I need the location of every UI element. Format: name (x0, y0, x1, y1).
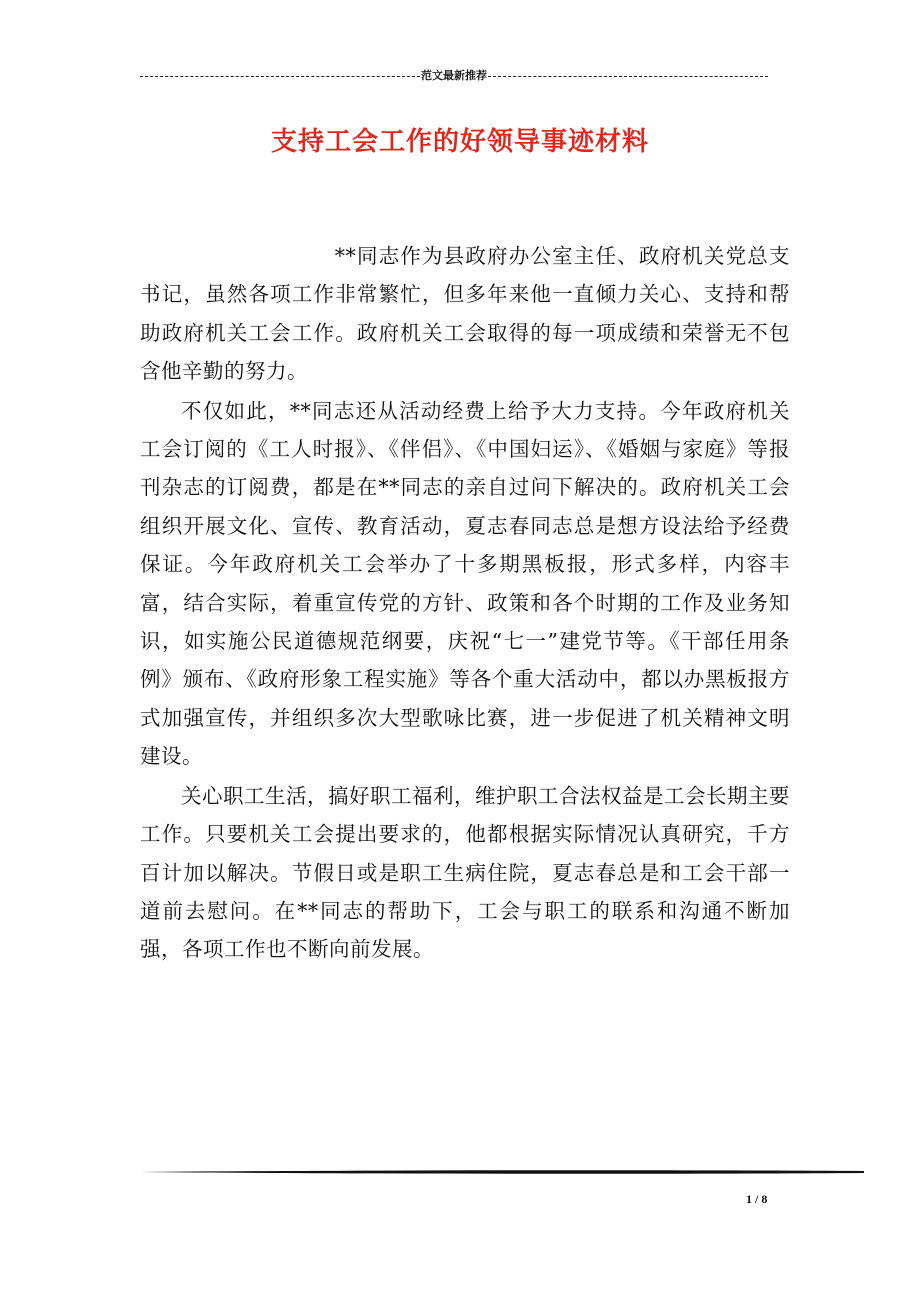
header-dash-left (140, 76, 420, 77)
document-body (140, 237, 790, 970)
paragraph-1: **同志作为县政府办公室主任、政府机关党总支书记，虽然各项工作非常繁忙，但多年来他一直倾力关心、支持和帮助政府机关工会工作。政府机关工会取得的每一项成绩和荣誉无不包含他辛勤的努力。 (140, 244, 790, 384)
document-title: 支持工会工作的好领导事迹材料 (270, 127, 649, 157)
paragraph-3: 关心职工生活，搞好职工福利，维护职工合法权益是工会长期主要工作。只要机关工会提出要求的，他都根据实际情况认真研究，千方百计加以解决。节假日或是职工生病住院，夏志春总是和工会干部一道前去慰问。在**同志的帮助下，工会与职工的联系和沟通不断加强，各项工作也不断向前发展。 (140, 783, 790, 962)
page-number: 1 / 8 (746, 1192, 768, 1206)
header-dash-right (488, 76, 768, 77)
page-header (140, 68, 768, 84)
header-label: 范文最新推荐 (421, 69, 487, 82)
paragraph-2: 不仅如此，**同志还从活动经费上给予大力支持。今年政府机关工会订阅的《工人时报》、《伴侣》、《中国妇运》、《婚姻与家庭》等报刊杂志的订阅费，都是在**同志的亲自过问下解决的。政府机关工会组织开展文化、宣传、教育活动，夏志春同志总是想方设法给予经费保证。今年政府机关工会举办了十多期黑板报，形式多样，内容丰富，结合实际，着重宣传党的方针、政策和各个时期的工作及业务知识，如实施公民道德规范纲要，庆祝“七一”建党节等。《干部任用条例》颁布、《政府形象工程实施》等各个重大活动中，都以办黑板报方式加强宣传，并组织多次大型歌咏比赛，进一步促进了机关精神文明建设。 (140, 398, 790, 769)
footer-rule (140, 1166, 864, 1178)
